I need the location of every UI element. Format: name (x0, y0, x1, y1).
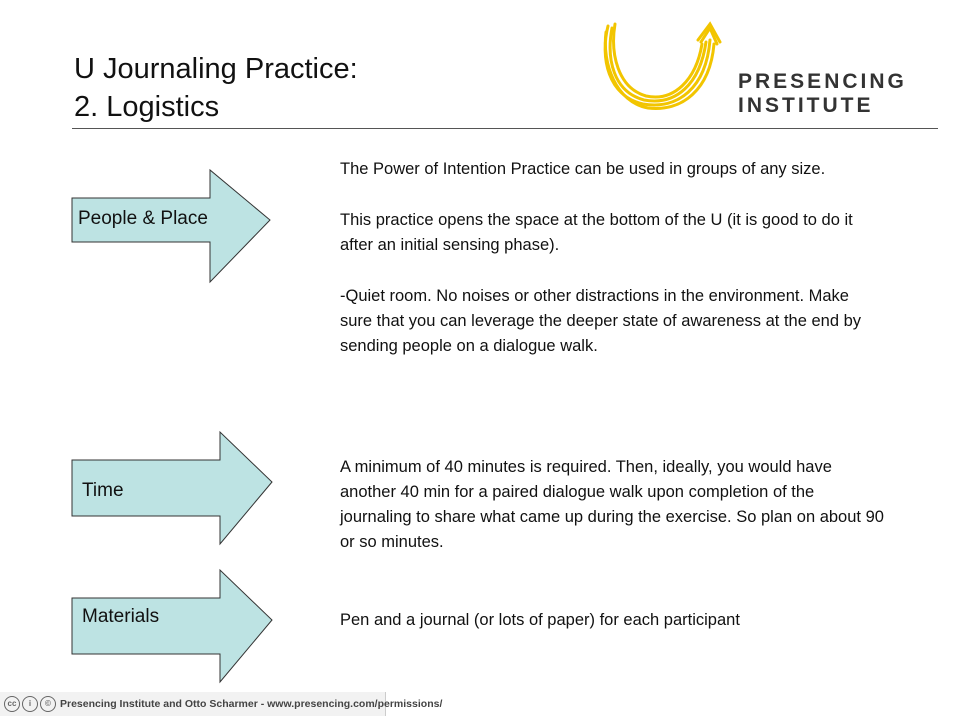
attribution-icon: i (22, 696, 38, 712)
arrow-shape (70, 568, 275, 688)
copyright-icon: © (40, 696, 56, 712)
creative-commons-icon: cc (4, 696, 20, 712)
arrow-people-place (70, 168, 275, 288)
footer-text: Presencing Institute and Otto Scharmer - www.presencing.com/permissions/ (60, 698, 443, 710)
arrow-materials (70, 568, 275, 688)
license-footer (0, 692, 443, 716)
section-text-people-place (340, 157, 900, 359)
slide-title (74, 50, 358, 126)
presencing-u-arrow-icon (598, 18, 728, 118)
arrow-time (70, 430, 275, 550)
logo-line-1: PRESENCING (738, 70, 907, 93)
paragraph: -Quiet room. No noises or other distractions in the environment. Make sure that you can leverage the deeper state of awareness at the end by sending people on a dialogue walk. (340, 287, 862, 355)
section-label-people-place: People & Place (78, 208, 208, 229)
section-label-materials: Materials (82, 606, 160, 627)
title-divider (72, 128, 938, 129)
section-text-materials (340, 608, 900, 633)
paragraph: This practice opens the space at the bottom of the U (it is good to do it after an initial sensing phase). (340, 211, 853, 254)
paragraph: A minimum of 40 minutes is required. Then, ideally, you would have another 40 min for a paired dialogue walk upon completion of the journaling to share what came up during the exercise. So plan on about 90 or so minutes. (340, 458, 884, 551)
slide-title-line-2: 2. Logistics (74, 91, 220, 123)
logo-line-2: INSTITUTE (738, 94, 874, 117)
paragraph: Pen and a journal (or lots of paper) for each participant (340, 611, 740, 629)
section-text-time (340, 455, 885, 555)
logo-wordmark (738, 70, 907, 118)
section-label-time: Time (82, 480, 124, 501)
slide-title-line-1: U Journaling Practice: (74, 53, 358, 85)
paragraph: The Power of Intention Practice can be used in groups of any size. (340, 160, 826, 178)
